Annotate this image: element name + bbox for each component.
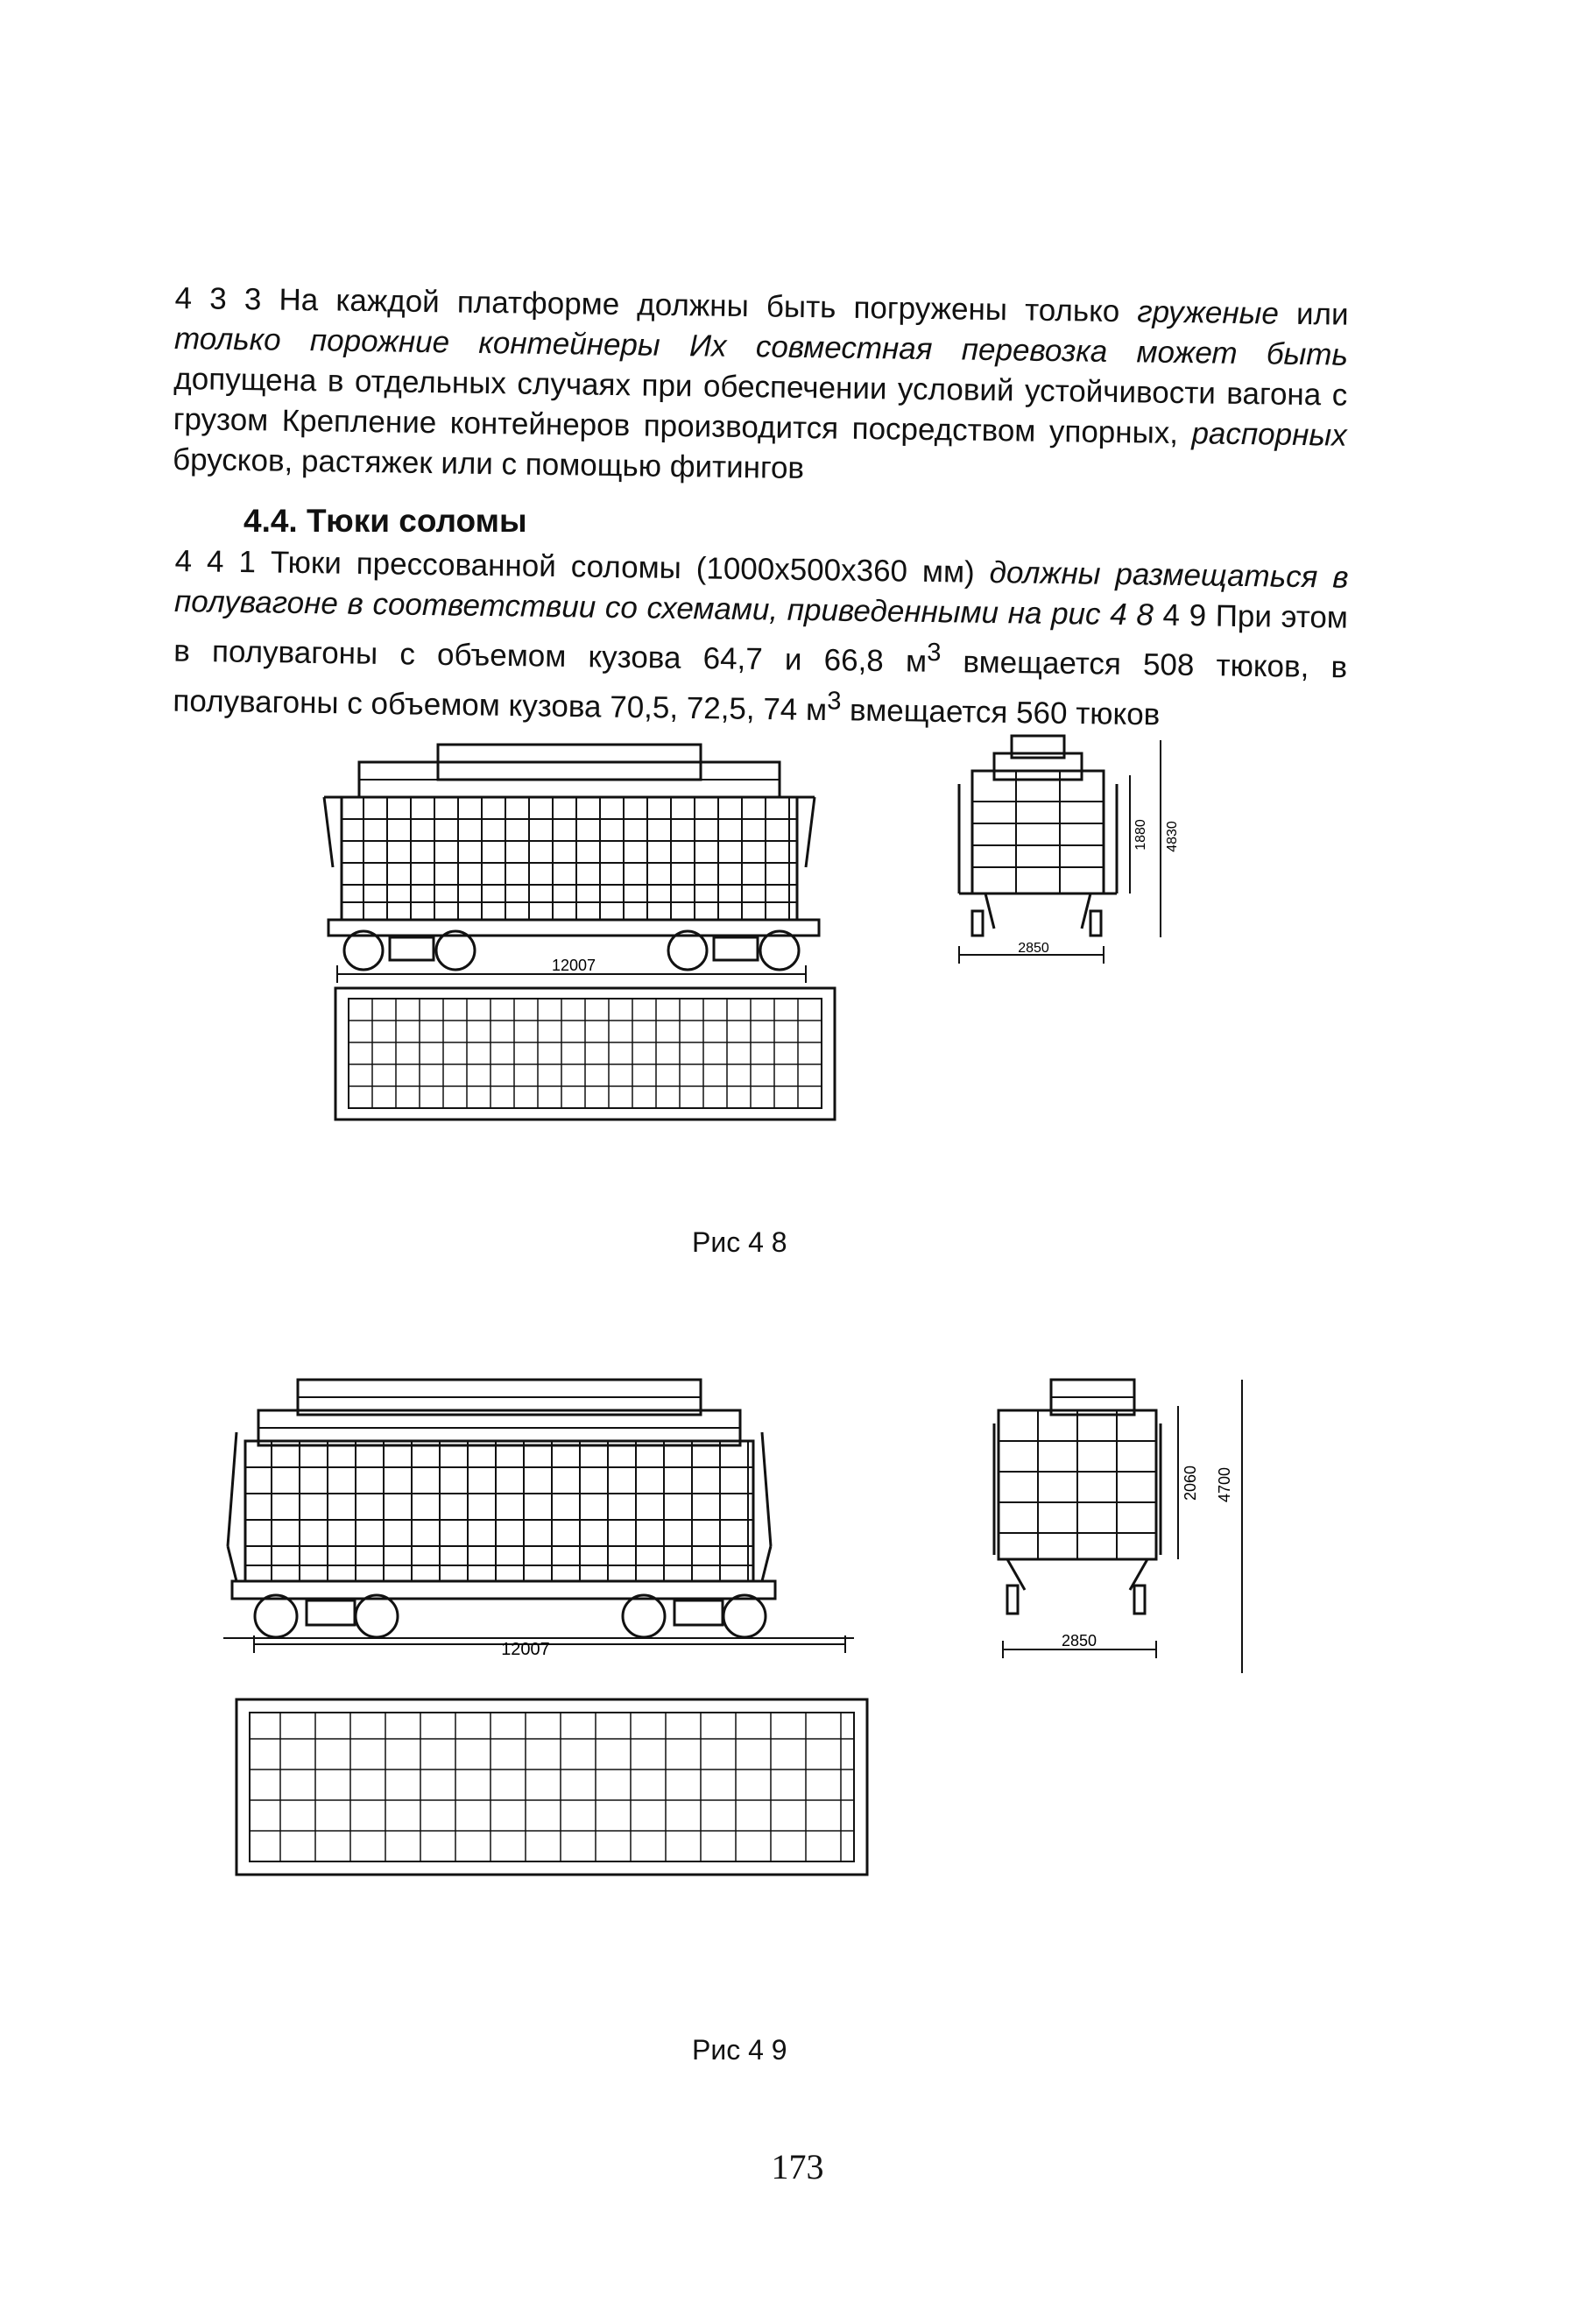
fig49-load-height-dim: 2060	[1182, 1465, 1199, 1501]
fig49-side-view	[223, 1371, 872, 1673]
superscript: 3	[827, 687, 842, 716]
fig48-caption: Рис 4 8	[692, 1226, 787, 1258]
paragraph-text: только порожние контейнеры Их совместная перевозка может быть	[173, 321, 1349, 372]
paragraph-text: вмещается 560 тюков	[841, 692, 1161, 732]
fig49-length-dim: 12007	[501, 1640, 550, 1659]
fig49-end-view	[990, 1371, 1253, 1686]
paragraph-number: 4 4 1	[174, 543, 257, 580]
fig48-plan-view	[333, 985, 841, 1126]
paragraph-text: брусков, растяжек или с помощью фитингов	[172, 441, 805, 486]
paragraph-text: или	[1278, 296, 1349, 332]
fig49-width-dim: 2850	[1061, 1632, 1097, 1649]
fig48-width-dim: 2850	[1018, 941, 1049, 956]
paragraph-text: вмещается 508 тюков, в полувагоны с объемом кузова 70,5, 72,5, 74 м	[173, 644, 1348, 727]
paragraph-text: На каждой платформе должны быть погружены только	[261, 282, 1138, 329]
fig49-plan-view	[232, 1695, 876, 1883]
fig48-length-dim: 12007	[551, 957, 596, 974]
paragraph-text: Тюки прессованной соломы (1000x500x360 мм)	[255, 545, 990, 590]
page-number: 173	[771, 2147, 824, 2186]
fig48-side-view	[320, 736, 863, 990]
superscript: 3	[926, 638, 942, 668]
fig49-total-height-dim: 4700	[1216, 1466, 1233, 1503]
fig48-load-height-dim: 1880	[1133, 819, 1148, 851]
paragraph-4-3-3	[173, 279, 1349, 497]
paragraph-text: груженые	[1137, 294, 1280, 331]
paragraph-text: распорных	[1191, 416, 1347, 453]
paragraph-text: должны размещаться в полувагоне в соответствии со схемами, приведенными на рис 4 8	[173, 555, 1349, 632]
paragraph-4-4-1	[173, 541, 1349, 738]
fig48-total-height-dim: 4830	[1165, 821, 1180, 852]
paragraph-text: допущена в отдельных случаях при обеспечении условий устойчивости вагона с грузом Крепление контейнеров производится посредством упорных,	[173, 361, 1348, 451]
fig49-caption: Рис 4 9	[692, 2034, 787, 2066]
paragraph-number: 4 3 3	[174, 280, 262, 317]
section-title: 4.4. Тюки соломы	[243, 503, 527, 539]
paragraph-text: 4 9 При этом в полувагоны с объемом кузова 64,7 и 66,8 м	[173, 597, 1349, 679]
fig48-end-view	[950, 731, 1187, 977]
